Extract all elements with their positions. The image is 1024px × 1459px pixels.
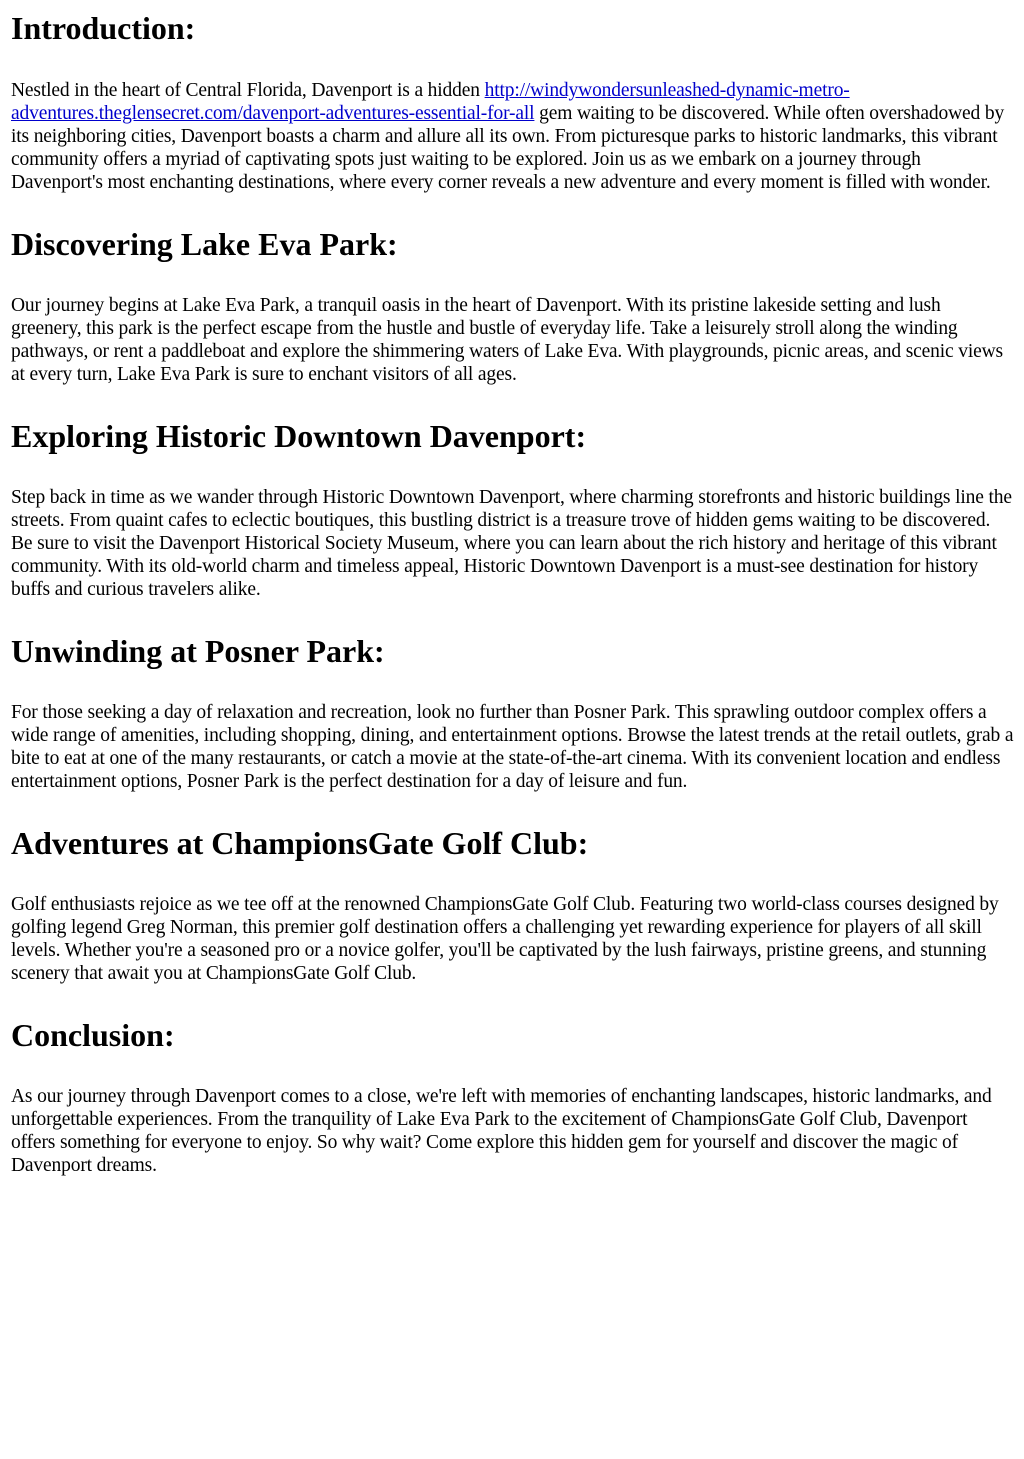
davenport-adventures-link[interactable]: http://windywondersunleashed-dynamic-metro-adventures.theglensecret.com/davenport-adventures-essential-for-all (11, 80, 850, 124)
section-conclusion (11, 1017, 1014, 1177)
section-posner-park (11, 633, 1014, 793)
heading-championsgate: Adventures at ChampionsGate Golf Club: (11, 825, 589, 861)
heading-posner-park: Unwinding at Posner Park: (11, 633, 385, 669)
paragraph-conclusion: As our journey through Davenport comes to a close, we're left with memories of enchanting landscapes, historic landmarks, and unforgettable experiences. From the tranquility of Lake Eva Park to the excitement of ChampionsGate Golf Club, Davenport offers something for everyone to enjoy. So why wait? Come explore this hidden gem for yourself and discover the magic of Davenport dreams. (11, 1086, 992, 1176)
paragraph-historic-downtown: Step back in time as we wander through Historic Downtown Davenport, where charming storefronts and historic buildings line the streets. From quaint cafes to eclectic boutiques, this bustling district is a treasure trove of hidden gems waiting to be discovered. Be sure to visit the Davenport Historical Society Museum, where you can learn about the rich history and heritage of this vibrant community. With its old-world charm and timeless appeal, Historic Downtown Davenport is a must-see destination for history buffs and curious travelers alike. (11, 487, 1012, 600)
heading-conclusion: Conclusion: (11, 1017, 175, 1053)
paragraph-introduction (11, 79, 1014, 194)
heading-introduction: Introduction: (11, 10, 196, 46)
heading-historic-downtown: Exploring Historic Downtown Davenport: (11, 418, 587, 454)
heading-lake-eva-park: Discovering Lake Eva Park: (11, 226, 398, 262)
paragraph-championsgate: Golf enthusiasts rejoice as we tee off at the renowned ChampionsGate Golf Club. Featuring two world-class courses designed by golfing legend Greg Norman, this premier golf destination offers a challenging yet rewarding experience for players of all skill levels. Whether you're a seasoned pro or a novice golfer, you'll be captivated by the lush fairways, pristine greens, and stunning scenery that await you at ChampionsGate Golf Club. (11, 894, 999, 984)
section-historic-downtown (11, 418, 1014, 601)
paragraph-lake-eva-park: Our journey begins at Lake Eva Park, a tranquil oasis in the heart of Davenport. With its pristine lakeside setting and lush greenery, this park is the perfect escape from the hustle and bustle of everyday life. Take a leisurely stroll along the winding pathways, or rent a paddleboat and explore the shimmering waters of Lake Eva. With playgrounds, picnic areas, and scenic views at every turn, Lake Eva Park is sure to enchant visitors of all ages. (11, 295, 1003, 385)
document-page (0, 10, 1024, 1177)
section-lake-eva-park (11, 226, 1014, 386)
intro-text-after-link: gem waiting to be discovered. While often overshadowed by its neighboring cities, Davenport boasts a charm and allure all its own. From picturesque parks to historic landmarks, this vibrant community offers a myriad of captivating spots just waiting to be explored. Join us as we embark on a journey through Davenport's most enchanting destinations, where every corner reveals a new adventure and every moment is filled with wonder. (11, 103, 1005, 193)
section-championsgate (11, 825, 1014, 985)
intro-text-before-link: Nestled in the heart of Central Florida, Davenport is a hidden (11, 80, 485, 101)
paragraph-posner-park: For those seeking a day of relaxation and recreation, look no further than Posner Park. This sprawling outdoor complex offers a wide range of amenities, including shopping, dining, and entertainment options. Browse the latest trends at the retail outlets, grab a bite to eat at one of the many restaurants, or catch a movie at the state-of-the-art cinema. With its convenient location and endless entertainment options, Posner Park is the perfect destination for a day of leisure and fun. (11, 702, 1014, 792)
